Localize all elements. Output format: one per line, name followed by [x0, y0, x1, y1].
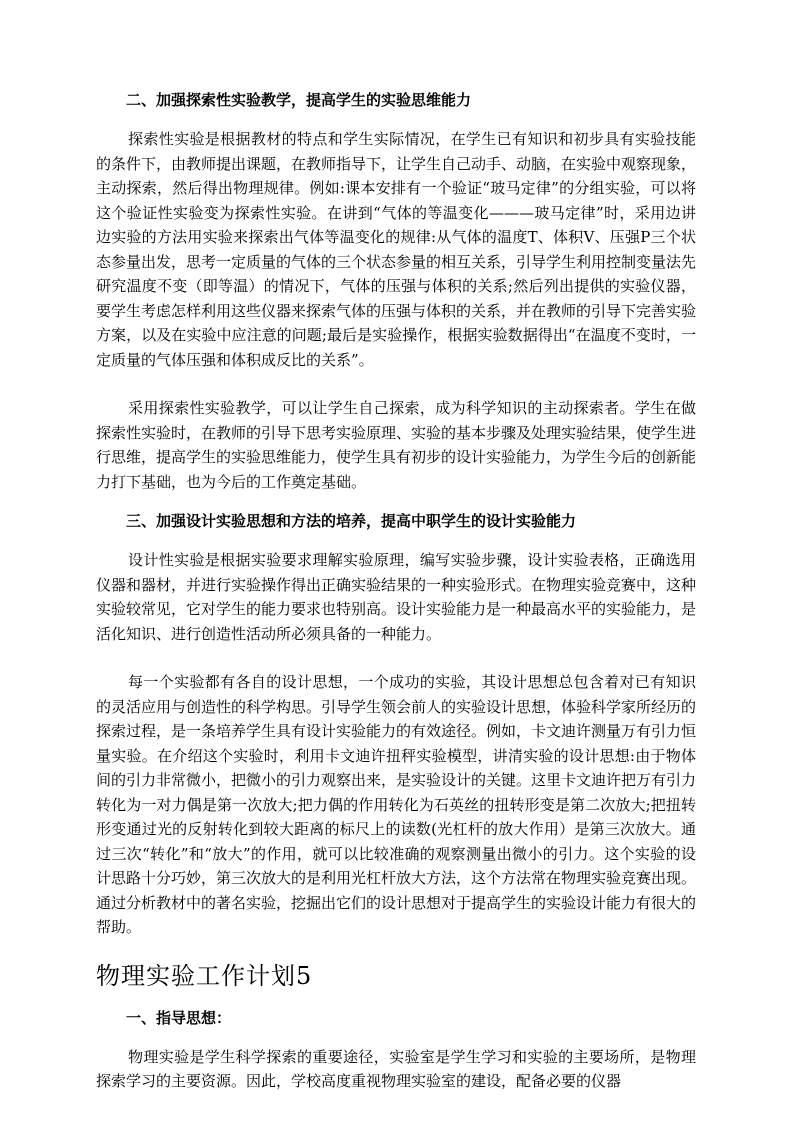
paragraph-exploratory-teaching: 采用探索性实验教学，可以让学生自己探索，成为科学知识的主动探索者。学生在做探索性实验时，在教师的引导下思考实验原理、实验的基本步骤及处理实验结果，使学生进行思维，提高学生的实验思维能力，使学生具有初步的设计实验能力，为学生今后的创新能力打下基础，也为今后的工作奠定基础。 [96, 399, 697, 491]
paragraph-exploratory-experiment: 探索性实验是根据教材的特点和学生实际情况，在学生已有知识和初步具有实验技能的条件下，由教师提出课题，在教师指导下，让学生自己动手、动脑，在实验中观察现象，主动探索，然后得出物理规律。例如:课本安排有一个验证“玻马定律”的分组实验，可以将这个验证性实验变为探索性实验。在讲到“气体的等温变化———玻马定律”时，采用边讲边实验的方法用实验来探索出气体等温变化的规律:从气体的温度T、体积V、压强P三个状态参量出发，思考一定质量的气体的三个状态参量的相互关系，引导学生利用控制变量法先研究温度不变（即等温）的情况下，气体的压强与体积的关系;然后列出提供的实验仪器，要学生考虑怎样利用这些仪器来探索气体的压强与体积的关系，并在教师的引导下完善实验方案，以及在实验中应注意的问题;最后是实验操作，根据实验数据得出“在温度不变时，一定质量的气体压强和体积成反比的关系”。 [96, 130, 697, 369]
plan5-heading-guiding-ideology: 一、指导思想： [126, 1008, 232, 1027]
document-page [96, 88, 696, 1094]
section-heading-3: 三、加强设计实验思想和方法的培养，提高中职学生的设计实验能力 [126, 512, 577, 530]
paragraph-design-experiment: 设计性实验是根据实验要求理解实验原理，编写实验步骤，设计实验表格，正确选用仪器和器材，并进行实验操作得出正确实验结果的一种实验形式。在物理实验竞赛中，这种实验较常见，它对学生的能力要求也特别高。设计实验能力是一种最高水平的实验能力，是活化知识、进行创造性活动所必须具备的一种能力。 [96, 551, 697, 643]
plan5-title: 物理实验工作计划5 [96, 961, 313, 990]
paragraph-cavendish-example: 每一个实验都有各自的设计思想，一个成功的实验，其设计思想总包含着对已有知识的灵活应用与创造性的科学构思。引导学生领会前人的实验设计思想，体验科学家所经历的探索过程，是一条培养学生具有设计实验能力的有效途径。例如，卡文迪许测量万有引力恒量实验。在介绍这个实验时，利用卡文迪许扭秤实验模型，讲清实验的设计思想:由于物体间的引力非常微小，把微小的引力观察出来，是实验设计的关键。这里卡文迪许把万有引力转化为一对力偶是第一次放大;把力偶的作用转化为石英丝的扭转形变是第二次放大;把扭转形变通过光的反射转化到较大距离的标尺上的读数(光杠杆的放大作用）是第三次放大。通过三次“转化”和“放大”的作用，就可以比较准确的观察测量出微小的引力。这个实验的设计思路十分巧妙，第三次放大的是利用光杠杆放大方法，这个方法常在物理实验竞赛出现。通过分析教材中的著名实验，挖掘出它们的设计思想对于提高学生的实验设计能力有很大的帮助。 [96, 673, 697, 936]
plan5-paragraph-intro: 物理实验是学生科学探索的重要途径，实验室是学生学习和实验的主要场所，是物理探索学习的主要资源。因此，学校高度重视物理实验室的建设，配备必要的仪器 [96, 1047, 696, 1090]
section-heading-2: 二、加强探索性实验教学，提高学生的实验思维能力 [126, 91, 472, 109]
